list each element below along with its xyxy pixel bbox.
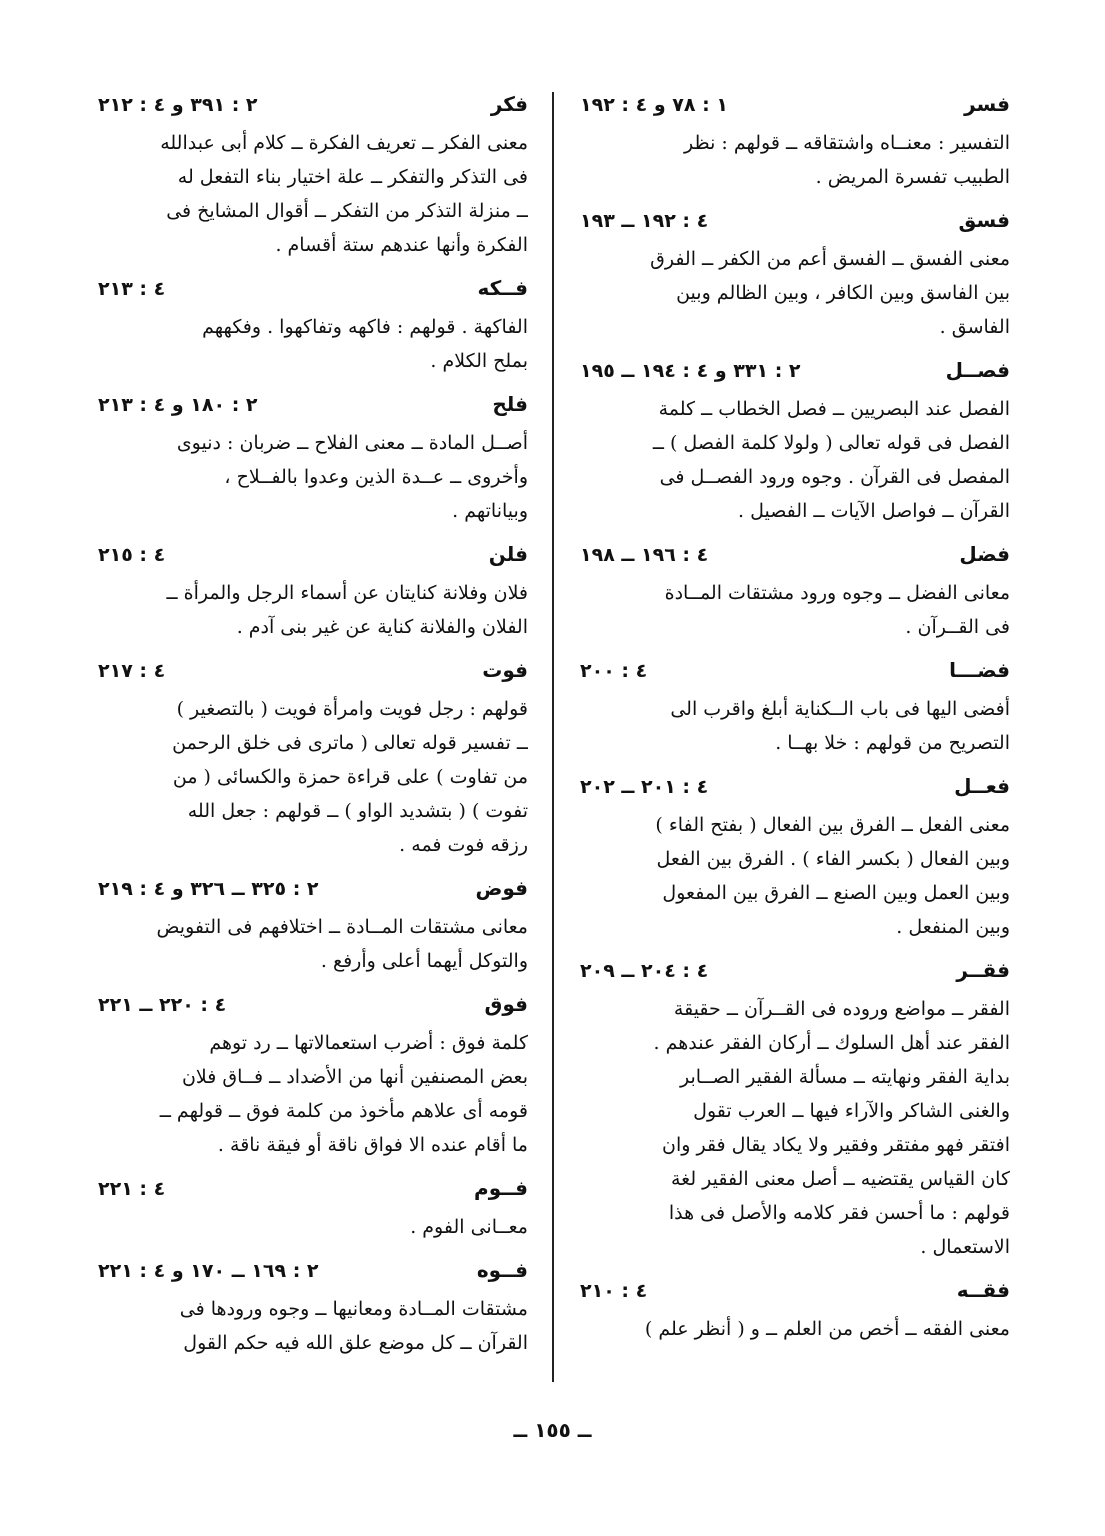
index-entry [580, 958, 1010, 1264]
entry-text-line: تفوت ) ( بتشديد الواو ) ــ قولهم : جعل الله [187, 800, 528, 822]
entry-text-line: معانى مشتقات المــادة ــ اختلافهم فى التفويض [156, 916, 528, 938]
entry-reference: ٤ : ٢١٧ [98, 660, 166, 682]
entry-header [98, 1176, 528, 1210]
entry-reference: ٤ : ٢٢٠ ــ ٢٢١ [98, 994, 227, 1016]
entry-reference: ٢ : ١٦٩ ــ ١٧٠ و ٤ : ٢٢١ [98, 1260, 319, 1282]
entry-text-line: وبين الفعال ( بكسر الفاء ) . الفرق بين الفعل [656, 848, 1010, 870]
entry-text-line: ما أقام عنده الا فواق ناقة أو فيقة ناقة . [217, 1134, 528, 1156]
entry-term: فقــر [956, 958, 1010, 982]
entry-text-line: الفقر عند أهل السلوك ــ أركان الفقر عندهم . [653, 1032, 1010, 1054]
entry-text-line: ــ تفسير قوله تعالى ( ماترى فى خلق الرحمن [172, 732, 528, 754]
index-entry [580, 208, 1010, 344]
entry-header [98, 876, 528, 910]
entry-term: فوق [484, 992, 528, 1016]
entry-text-line: القرآن ــ كل موضع علق الله فيه حكم القول [183, 1332, 528, 1354]
entry-term: فكر [490, 92, 528, 116]
entry-text-line: بداية الفقر ونهايته ــ مسألة الفقير الصــابر [679, 1066, 1010, 1088]
entry-header [580, 92, 1010, 126]
index-entry [580, 358, 1010, 528]
index-entry [98, 92, 528, 262]
entry-text-line: بعض المصنفين أنها من الأضداد ــ فــاق فلان [181, 1066, 528, 1088]
index-entry [98, 276, 528, 378]
entry-text-line: بين الفاسق وبين الكافر ، وبين الظالم وبين [676, 282, 1010, 304]
entry-term: فقــه [956, 1278, 1010, 1302]
entry-header [98, 1258, 528, 1292]
entry-text-line: أفضى اليها فى باب الــكناية أبلغ واقرب الى [670, 698, 1010, 720]
index-entry [580, 92, 1010, 194]
entry-text-line: الفكرة وأنها عندهم ستة أقسام . [275, 234, 528, 256]
entry-text-line: الطبيب تفسرة المريض . [815, 166, 1010, 188]
page-number: ــ ١٥٥ ــ [513, 1418, 592, 1442]
entry-text-line: قولهم : ما أحسن فقر كلامه والأصل فى هذا [668, 1202, 1010, 1224]
entry-header [580, 542, 1010, 576]
entry-reference: ٢ : ١٨٠ و ٤ : ٢١٣ [98, 394, 258, 416]
index-entry [580, 1278, 1010, 1346]
index-entry [98, 876, 528, 978]
entry-text-line: الفاسق . [939, 316, 1010, 338]
left-column [98, 92, 528, 1374]
entry-text-line: المفصل فى القرآن . وجوه ورود الفصــل فى [659, 466, 1010, 488]
entry-text-line: معنى الفعل ــ الفرق بين الفعال ( بفتح الفاء ) [655, 814, 1010, 836]
entry-text-line: التصريح من قولهم : خلا بهــا . [775, 732, 1010, 754]
index-entry [98, 1176, 528, 1244]
entry-header [580, 658, 1010, 692]
index-entry [580, 542, 1010, 644]
entry-text-line: وبين العمل وبين الصنع ــ الفرق بين المفعول [662, 882, 1010, 904]
entry-term: فــوم [474, 1176, 528, 1200]
entry-text-line: معنى الفسق ــ الفسق أعم من الكفر ــ الفرق [650, 248, 1010, 270]
entry-term: فسر [964, 92, 1010, 116]
entry-text-line: كلمة فوق : أضرب استعمالاتها ــ رد توهم [209, 1032, 528, 1054]
entry-term: فلح [492, 392, 528, 416]
entry-text-line: فى التذكر والتفكر ــ علة اختيار بناء التفعل له [177, 166, 528, 188]
entry-header [580, 358, 1010, 392]
entry-text-line: كان القياس يقتضيه ــ أصل معنى الفقير لغة [671, 1168, 1010, 1190]
entry-term: فصــل [945, 358, 1010, 382]
entry-reference: ٤ : ٢١٠ [580, 1280, 648, 1302]
entry-reference: ٤ : ٢١٣ [98, 278, 166, 300]
entry-header [580, 208, 1010, 242]
entry-text-line: ــ منزلة التذكر من التفكر ــ أقوال المشايخ فى [166, 200, 528, 222]
entry-header [98, 92, 528, 126]
entry-term: فعــل [954, 774, 1010, 798]
column-divider [552, 92, 554, 1382]
index-entry [98, 1258, 528, 1360]
entry-header [580, 1278, 1010, 1312]
entry-term: فلن [488, 542, 528, 566]
entry-text-line: بملح الكلام . [430, 350, 528, 372]
entry-reference: ٤ : ٢٠٤ ــ ٢٠٩ [580, 960, 709, 982]
index-entry [98, 658, 528, 862]
entry-term: فسق [958, 208, 1010, 232]
entry-term: فضـــا [949, 658, 1010, 682]
index-entry [580, 774, 1010, 944]
entry-header [98, 992, 528, 1026]
index-entry [580, 658, 1010, 760]
entry-text-line: معــانى الفوم . [410, 1216, 528, 1238]
entry-text-line: فى القــرآن . [905, 616, 1010, 638]
entry-text-line: والغنى الشاكر والآراء فيها ــ العرب تقول [693, 1100, 1010, 1122]
entry-header [98, 658, 528, 692]
entry-reference: ٤ : ٢١٥ [98, 544, 166, 566]
entry-text-line: الفصل فى قوله تعالى ( ولولا كلمة الفصل ) ــ [652, 432, 1010, 454]
entry-reference: ٢ : ٣٣١ و ٤ : ١٩٤ ــ ١٩٥ [580, 360, 801, 382]
entry-text-line: الفقر ــ مواضع وروده فى القــرآن ــ حقيقة [673, 998, 1010, 1020]
entry-reference: ٢ : ٣٢٥ ــ ٣٢٦ و ٤ : ٢١٩ [98, 878, 319, 900]
entry-text-line: والتوكل أيهما أعلى وأرفع . [320, 950, 528, 972]
entry-reference: ٤ : ١٩٢ ــ ١٩٣ [580, 210, 709, 232]
entry-term: فضل [959, 542, 1010, 566]
entry-text-line: وبين المنفعل . [896, 916, 1010, 938]
entry-text-line: معنى الفكر ــ تعريف الفكرة ــ كلام أبى عبدالله [160, 132, 528, 154]
entry-text-line: القرآن ــ فواصل الآيات ــ الفصيل . [738, 500, 1010, 522]
entry-term: فــوه [476, 1258, 528, 1282]
entry-header [580, 774, 1010, 808]
entry-text-line: مشتقات المــادة ومعانيها ــ وجوه ورودها فى [179, 1298, 528, 1320]
entry-text-line: الفلان والفلانة كناية عن غير بنى آدم . [236, 616, 528, 638]
entry-text-line: الفصل عند البصريين ــ فصل الخطاب ــ كلمة [658, 398, 1010, 420]
entry-text-line: الفاكهة . قولهم : فاكهه وتفاكهوا . وفكههم [202, 316, 528, 338]
entry-text-line: التفسير : معنــاه واشتقاقه ــ قولهم : نظر [684, 132, 1010, 154]
entry-text-line: وأخروى ــ عــدة الذين وعدوا بالفــلاح ، [224, 466, 528, 488]
entry-text-line: من تفاوت ) على قراءة حمزة والكسائى ( من [172, 766, 528, 788]
entry-term: فــكه [477, 276, 528, 300]
entry-text-line: رزقه فوت فمه . [399, 834, 528, 856]
entry-text-line: وبياناتهم . [452, 500, 528, 522]
entry-text-line: معانى الفضل ــ وجوه ورود مشتقات المــادة [664, 582, 1010, 604]
entry-reference: ٤ : ١٩٦ ــ ١٩٨ [580, 544, 709, 566]
entry-text-line: الاستعمال . [920, 1236, 1010, 1258]
index-entry [98, 392, 528, 528]
entry-text-line: معنى الفقه ــ أخص من العلم ــ و ( أنظر علم ) [644, 1318, 1010, 1340]
entry-text-line: افتقر فهو مفتقر وفقير ولا يكاد يقال فقر وان [662, 1134, 1010, 1156]
entry-header [98, 392, 528, 426]
right-column [580, 92, 1010, 1360]
entry-header [98, 276, 528, 310]
entry-header [98, 542, 528, 576]
entry-reference: ٤ : ٢٢١ [98, 1178, 166, 1200]
entry-text-line: قومه أى علاهم مأخوذ من كلمة فوق ــ قولهم ــ [159, 1100, 528, 1122]
entry-term: فوض [475, 876, 528, 900]
entry-reference: ٤ : ٢٠١ ــ ٢٠٢ [580, 776, 709, 798]
entry-term: فوت [482, 658, 528, 682]
entry-reference: ٢ : ٣٩١ و ٤ : ٢١٢ [98, 94, 258, 116]
entry-header [580, 958, 1010, 992]
entry-text-line: أصــل المادة ــ معنى الفلاح ــ ضربان : دنيوى [176, 432, 528, 454]
index-entry [98, 992, 528, 1162]
entry-text-line: فلان وفلانة كنايتان عن أسماء الرجل والمرأة ــ [166, 582, 528, 604]
entry-reference: ٤ : ٢٠٠ [580, 660, 648, 682]
entry-text-line: قولهم : رجل فويت وامرأة فويت ( بالتصغير ) [176, 698, 528, 720]
index-entry [98, 542, 528, 644]
entry-reference: ١ : ٧٨ و ٤ : ١٩٢ [580, 94, 728, 116]
